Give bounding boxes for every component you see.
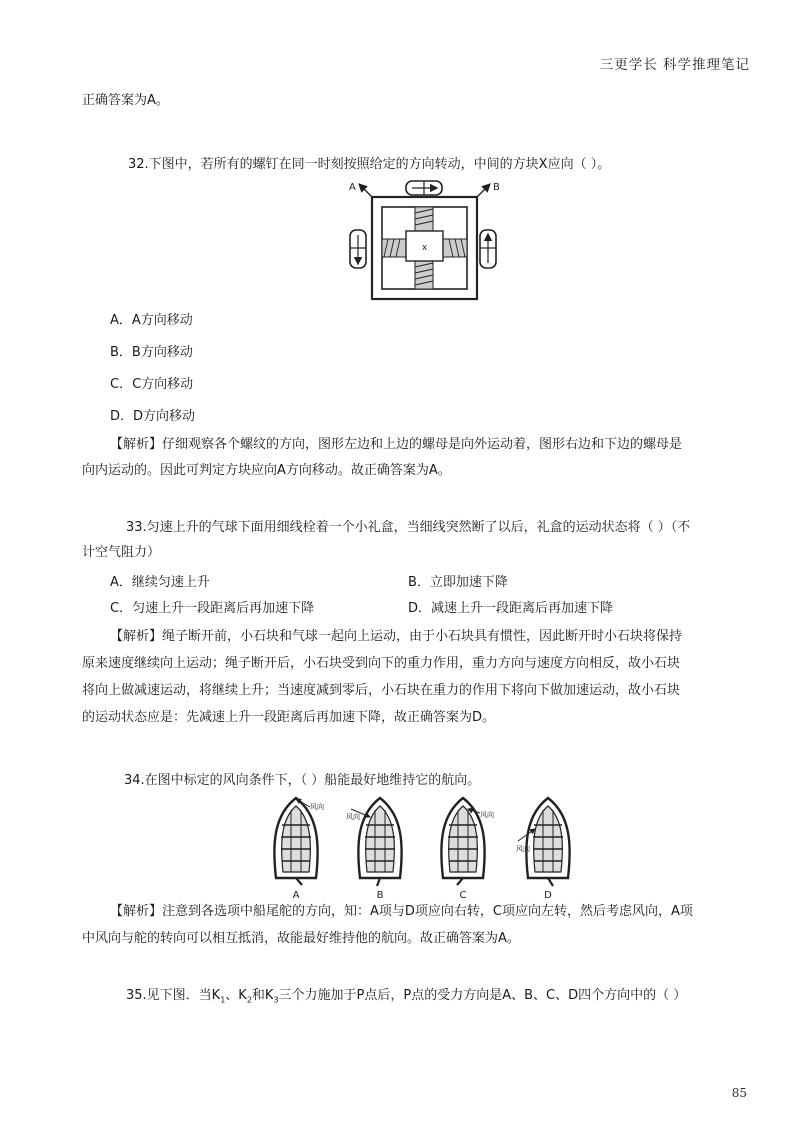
q32-stem: 32.下图中，若所有的螺钉在同一时刻按照给定的方向转动，中间的方块X应向（ ）。 [128,157,611,172]
q33-stem-line1: 33.匀速上升的气球下面用细线栓着一个小礼盒，当细线突然断了以后，礼盒的运动状态将（ ）（不 [126,520,691,535]
q35-sub-2: 2 [246,995,252,1005]
page-header: 三更学长 科学推理笔记 [599,57,750,73]
page-number: 85 [731,1086,747,1100]
q33-stem-line2: 计空气阻力） [82,545,161,560]
boat-label-a: A [292,890,300,900]
boat-label-b: B [376,890,384,900]
q35-stem-post: 三个力施加于P点后，P点的受力方向是A、B、C、D四个方向中的（ ） [278,988,687,1003]
q35-sub-3: 3 [273,995,279,1005]
q34-analysis-line2: 中风向与舵的转向可以相互抵消，故能最好维持他的航向。故正确答案为A。 [82,931,520,946]
q32-option-b: B．B方向移动 [110,345,193,360]
q34-analysis-line1: 【解析】注意到各选项中船尾舵的方向，知：A项与D项应向右转，C项应向左转，然后考虑风向，A项 [110,904,693,919]
boat-d [516,798,570,886]
wind-label-d: 风向 [516,845,530,853]
q32-option-a: A．A方向移动 [110,313,193,328]
q35-sep-2: 和K [251,988,274,1003]
rudder-d [548,878,553,886]
block-x-label: x [421,243,428,253]
q32-analysis-line2: 向内运动的。因此可判定方块应向A方向移动。故正确答案为A。 [82,463,451,478]
q35-stem [126,983,686,1014]
q34-stem: 34.在图中标定的风向条件下，（ ）船能最好地维持它的航向。 [124,773,481,788]
q33-option-d: D．减速上升一段距离后再加速下降 [408,601,614,616]
q33-analysis-line1: 【解析】绳子断开前，小石块和气球一起向上运动，由于小石块具有惯性，因此断开时小石块将保持 [110,629,683,644]
label-a: A [349,182,356,193]
previous-answer: 正确答案为A。 [82,93,169,108]
arrow-b [477,185,489,197]
q34-boats-figure [258,795,588,900]
wind-label-a: 风向 [310,803,324,811]
q35-sub-1: 1 [220,995,226,1005]
q33-analysis-line3: 将向上做减速运动，将继续上升；当速度减到零后，小石块在重力的作用下将向下做加速运动，故小石块 [82,683,681,698]
q33-option-c: C．匀速上升一段距离后再加速下降 [110,601,315,616]
wind-label-b: 风向 [346,813,360,821]
q33-option-a: A．继续匀速上升 [110,575,210,590]
boat-b [346,798,402,886]
q33-analysis-line4: 的运动状态应是：先减速上升一段距离后再加速下降，故正确答案为D。 [82,710,496,725]
q32-option-d: D．D方向移动 [110,409,196,424]
q35-sep-1: 、K [225,988,247,1003]
boat-a [274,798,324,885]
q35-stem-pre: 35.见下图．当K [126,988,221,1003]
q32-screw-figure [340,175,510,305]
q32-analysis-line1: 【解析】仔细观察各个螺纹的方向，图形左边和上边的螺母是向外运动着，图形右边和下边的螺母是 [110,437,683,452]
boat-label-c: C [459,890,467,900]
label-b: B [493,182,500,193]
arrow-a [360,185,372,197]
q33-analysis-line2: 原来速度继续向上运动；绳子断开后，小石块受到向下的重力作用，重力方向与速度方向相反，故小石块 [82,656,681,671]
q33-option-b: B．立即加速下降 [408,575,508,590]
wind-label-c: 风向 [480,811,494,819]
rudder-b [377,878,380,886]
boat-c [441,798,494,885]
q32-option-c: C．C方向移动 [110,377,194,392]
boat-label-d: D [544,890,552,900]
